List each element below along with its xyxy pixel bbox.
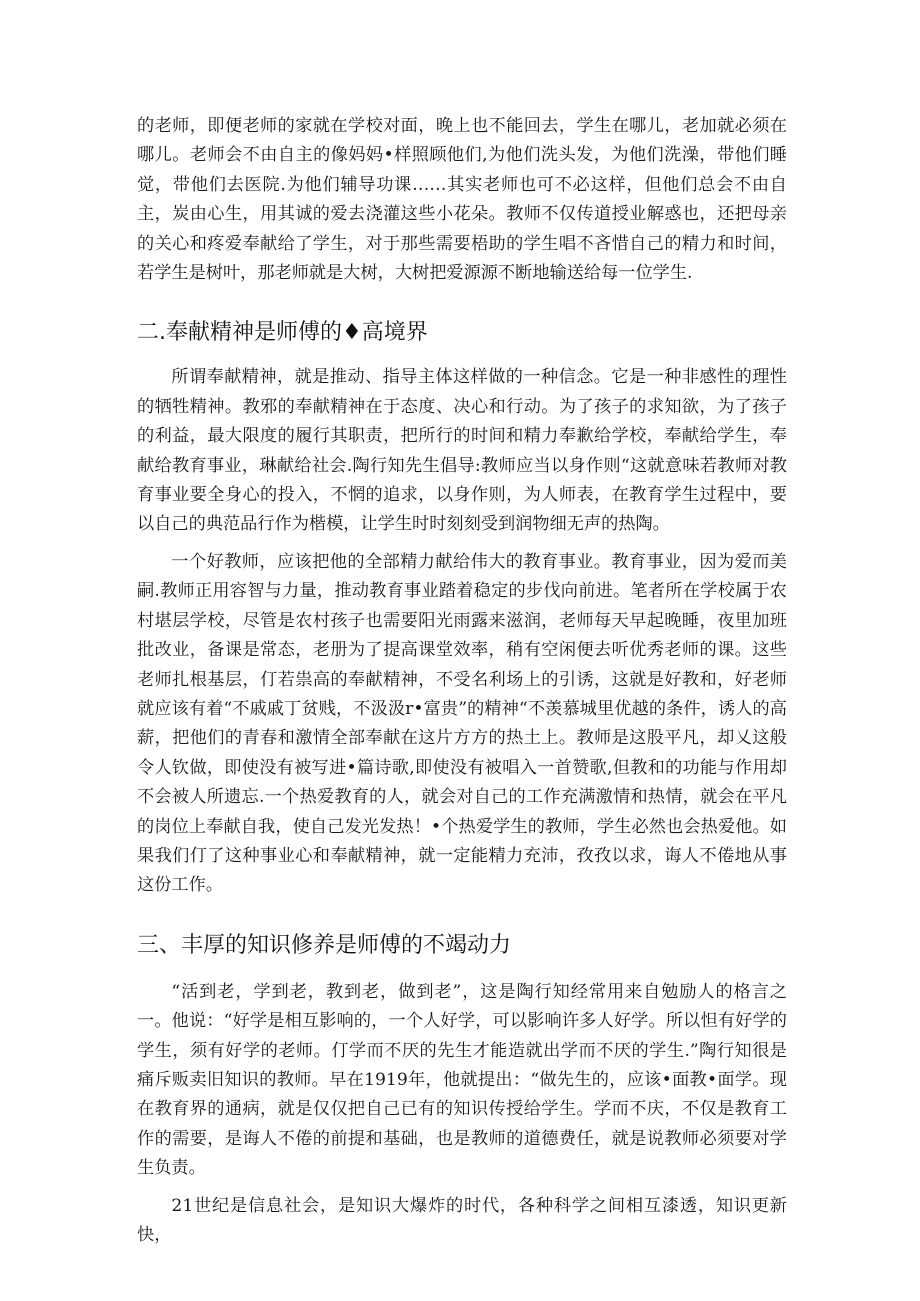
- body-paragraph: 所谓奉献精神，就是推动、指导主体这样做的一种信念。它是一种非感性的理性的牺牲精神。教邪的奉献精神在于态度、决心和行动。为了孩子的求知欲，为了孩子的利益，最大限度的履行其职责，把所行的时间和精力奉歉给学校，奉献给学生，奉献给教育事业，琳献给社会.陶行知先生倡导:教师应当以身作则“这就意味若教师对教育事业要全身心的投入，不惘的追求，以身作则，为人师表，在教育学生过程中，要以自己的典范品行作为楷模，让学生时时刻刻受到润物细无声的热陶。: [137, 367, 787, 535]
- body-paragraph: 的老师，即便老师的家就在学校对面，晚上也不能回去，学生在哪儿，老加就必须在哪儿。老师会不由自主的像妈妈•样照顾他们,为他们洗头发，为他们洗澡，带他们睡觉，带他们去医院.为他们辅导功课……其实老师也可不必这样，但他们总会不由自主，炭由心生，用其诚的爱去浇灌这些小花朵。教师不仅传道授业解惑也，还把母亲的关心和疼爱奉献给了学生，对于那些需要梧助的学生唱不吝惜自己的精力和时间，若学生是树叶，那老师就是大树，大树把爱源源不断地输送给每一位学生.: [137, 116, 787, 284]
- section-heading: 三、丰厚的知识修养是师傅的不竭动力: [137, 932, 512, 958]
- body-paragraph: 21世纪是信息社会，是知识大爆炸的时代，各种科学之间相互漆透，知识更新快，: [137, 1195, 787, 1245]
- section-heading: 二.奉献精神是师傅的♦高境界: [137, 320, 428, 346]
- body-paragraph: “活到老，学到老，教到老，做到老”，这是陶行知经常用来自勉励人的格言之一。他说：“好学是相互影响的，一个人好学，可以影响许多人好学。所以怛有好学的学生，须有好学的老师。仃学而不厌的先生才能造就出学而不厌的学生.”陶行知很是痛斥贩卖旧知识的教师。早在1919年，他就提出：“做先生的，应该•面教•面学。现在教育界的通病，就是仅仅把自己已有的知识传授给学生。学而不庆，不仅是教育工作的需要，是诲人不倦的前提和基础，也是教师的道德费任，就是说教师必须要对学生负责。: [137, 981, 787, 1179]
- document-page: [137, 112, 787, 1250]
- body-paragraph: 一个好教师，应该把他的全部精力献给伟大的教育事业。教育事业，因为爱而美嗣.教师正用容智与力量，推动教育事业踏着稳定的步伐向前进。笔者所在学校属于农村堪层学校，尽管是农村孩子也需要阳光雨露来滋润，老师每天早起晚睡，夜里加班批改业，备课是常态，老册为了提高课堂效率，稍有空闲便去听优秀老师的课。这些老师扎根基层，仃若祟高的奉献精神，不受名利场上的引诱，这就是好教和，好老师就应该有着“不戚戚丁贫贱，不汲汲r•富贵”的精神“不羡慕城里优越的条件，诱人的高薪，把他们的青春和激情全部奉献在这片方方的热土上。教师是这股平凡，却乂这般令人钦做，即使没有被写进•篇诗歌,即使没有被唱入一首赞歌,但教和的功能与作用却不会被人所遗忘.一个热爱教育的人，就会对自己的工作充满激情和热情，就会在平凡的岗位上奉献自我，使自己发光发热！•个热爱学生的教师，学生必然也会热爱他。如果我们仃了这种事业心和奉献精神，就一定能精力充沛，孜孜以求，诲人不倦地从事这份工作。: [137, 551, 787, 896]
